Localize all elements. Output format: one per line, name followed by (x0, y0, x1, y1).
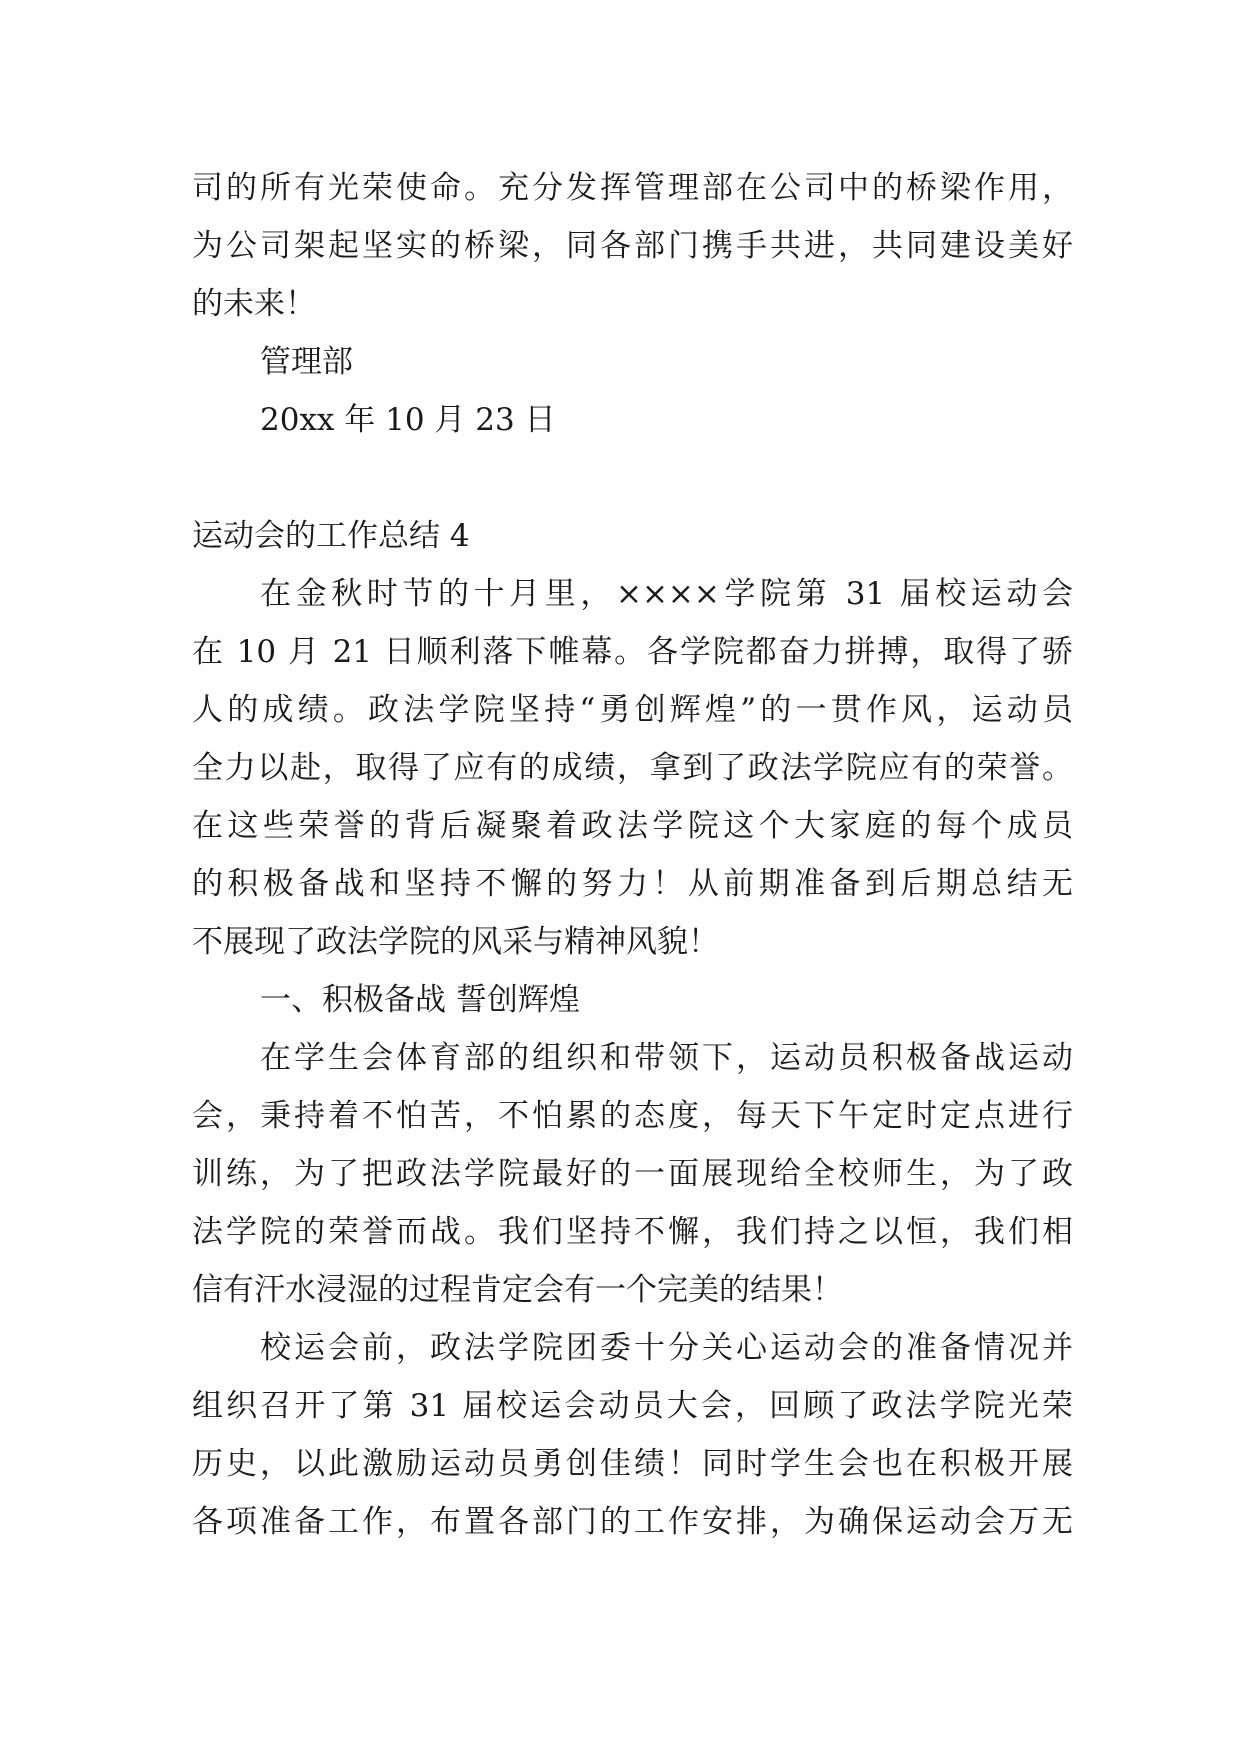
signature: 管理部 (260, 344, 353, 380)
paragraph-1 (192, 565, 1073, 971)
paragraph-line: 的积极备战和坚持不懈的努力！从前期准备到后期总结无 (192, 866, 1073, 902)
heading-1: 一、积极备战 誓创辉煌 (260, 982, 580, 1018)
paragraph-line: 历史，以此激励运动员勇创佳绩！同时学生会也在积极开展 (192, 1446, 1073, 1482)
document-body (192, 159, 1073, 1551)
paragraph-line: 人的成绩。政法学院坚持“勇创辉煌”的一贯作风，运动员 (192, 692, 1073, 728)
paragraph-line: 各项准备工作，布置各部门的工作安排，为确保运动会万无 (192, 1504, 1073, 1540)
paragraph-line: 在学生会体育部的组织和带领下，运动员积极备战运动 (260, 1040, 1073, 1076)
paragraph-line: 在 10 月 21 日顺利落下帷幕。各学院都奋力拼搏，取得了骄 (192, 634, 1073, 670)
paragraph-line: 在这些荣誉的背后凝聚着政法学院这个大家庭的每个成员 (192, 808, 1073, 844)
paragraph-line: 司的所有光荣使命。充分发挥管理部在公司中的桥梁作用， (192, 170, 1073, 206)
blank-line (192, 449, 1073, 507)
paragraph-line: 会，秉持着不怕苦，不怕累的态度，每天下午定时定点进行 (192, 1098, 1073, 1134)
paragraph-2 (192, 1029, 1073, 1319)
paragraph-line: 组织召开了第 31 届校运会动员大会，回顾了政法学院光荣 (192, 1388, 1073, 1424)
paragraph-line: 训练，为了把政法学院最好的一面展现给全校师生，为了政 (192, 1156, 1073, 1192)
paragraph-line: 为公司架起坚实的桥梁，同各部门携手共进，共同建设美好 (192, 228, 1073, 264)
paragraph-line: 在金秋时节的十月里，××××学院第 31 届校运动会 (260, 576, 1073, 612)
paragraph-line: 校运会前，政法学院团委十分关心运动会的准备情况并 (260, 1330, 1073, 1366)
paragraph-line: 不展现了政法学院的风采与精神风貌！ (192, 924, 719, 960)
paragraph-line: 全力以赴，取得了应有的成绩，拿到了政法学院应有的荣誉。 (192, 750, 1073, 786)
paragraph-line: 的未来！ (192, 286, 316, 322)
date: 20xx 年 10 月 23 日 (260, 402, 556, 438)
paragraph-3 (192, 1319, 1073, 1551)
section-title: 运动会的工作总结 4 (192, 518, 470, 554)
paragraph-line: 法学院的荣誉而战。我们坚持不懈，我们持之以恒，我们相 (192, 1214, 1073, 1250)
closing-paragraph (192, 159, 1073, 333)
paragraph-line: 信有汗水浸湿的过程肯定会有一个完美的结果！ (192, 1272, 843, 1308)
